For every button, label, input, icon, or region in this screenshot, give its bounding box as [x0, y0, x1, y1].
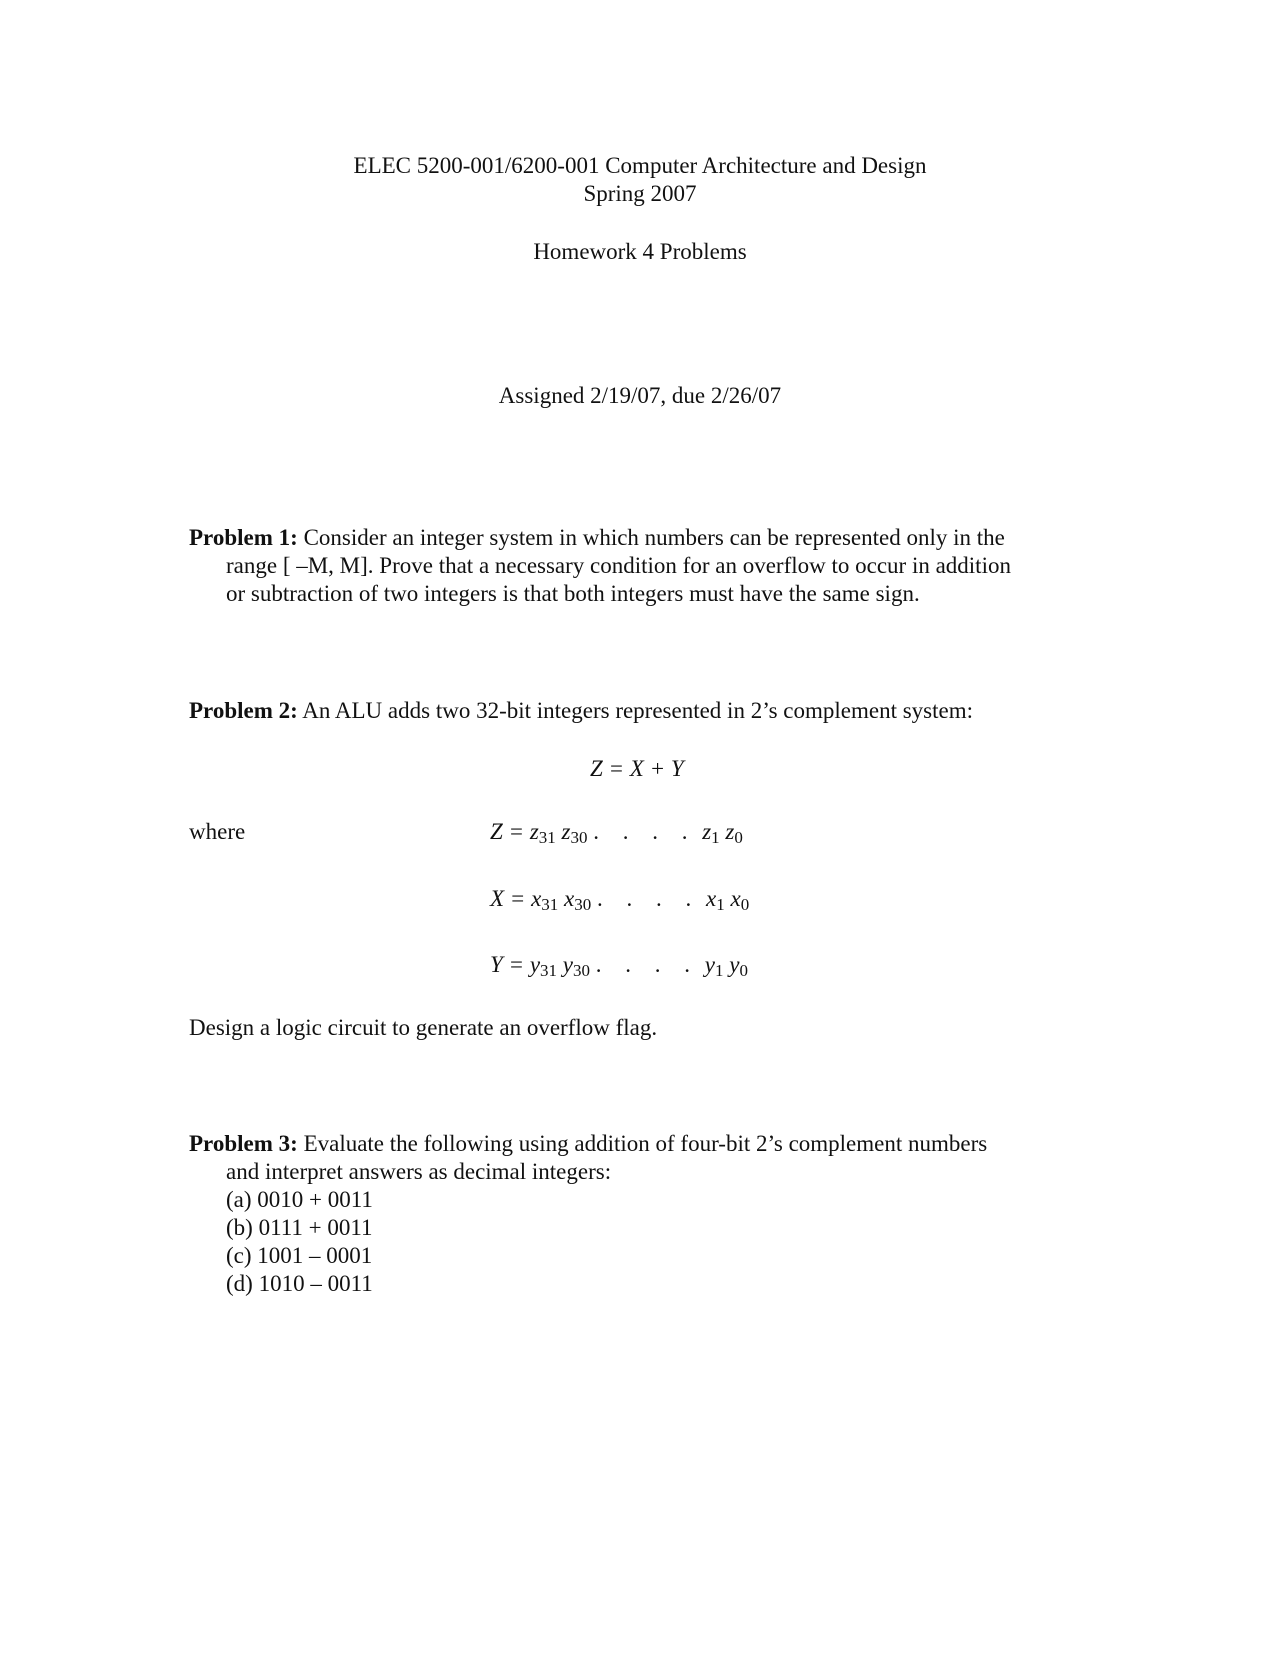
equation-y-bits: Y = y31 y30 . . . . y1 y0 — [490, 952, 748, 980]
problem-1-text-line-3: or subtraction of two integers is that both integers must have the same sign. — [226, 581, 920, 606]
problem-3-item-d: (d) 1010 – 0011 — [226, 1271, 373, 1296]
problem-3-item-a: (a) 0010 + 0011 — [226, 1187, 373, 1212]
equation-z-bits: Z = z31 z30 . . . . z1 z0 — [490, 819, 743, 847]
problem-1-text-line-1: Consider an integer system in which numbers can be represented only in the — [303, 525, 1005, 550]
problem-3-text-line-2: and interpret answers as decimal integers: — [226, 1159, 612, 1184]
problem-3-item-c: (c) 1001 – 0001 — [226, 1243, 373, 1268]
assigned-due-dates: Assigned 2/19/07, due 2/26/07 — [498, 383, 782, 408]
problem-1-label: Problem 1: — [189, 525, 298, 550]
problem-3-text-line-1: Evaluate the following using addition of four-bit 2’s complement numbers — [303, 1131, 988, 1156]
problem-1-text-line-2: range [ –M, M]. Prove that a necessary condition for an overflow to occur in addition — [226, 553, 1011, 578]
problem-1 — [189, 524, 1089, 608]
equation-z-sum: Z = X + Y — [590, 756, 684, 781]
course-title: ELEC 5200-001/6200-001 Computer Architecture and Design — [353, 153, 927, 178]
problem-2 — [189, 697, 1089, 725]
problem-2-text: An ALU adds two 32-bit integers represented in 2’s complement system: — [302, 698, 974, 723]
problem-3-label: Problem 3: — [189, 1131, 298, 1156]
homework-title: Homework 4 Problems — [533, 239, 747, 264]
problem-2-design-instruction: Design a logic circuit to generate an overflow flag. — [189, 1015, 658, 1040]
term: Spring 2007 — [583, 181, 697, 206]
problem-3 — [189, 1130, 1089, 1298]
problem-3-item-b: (b) 0111 + 0011 — [226, 1215, 373, 1240]
equation-x-bits: X = x31 x30 . . . . x1 x0 — [490, 886, 750, 914]
problem-2-label: Problem 2: — [189, 698, 298, 723]
where-label: where — [189, 819, 246, 844]
